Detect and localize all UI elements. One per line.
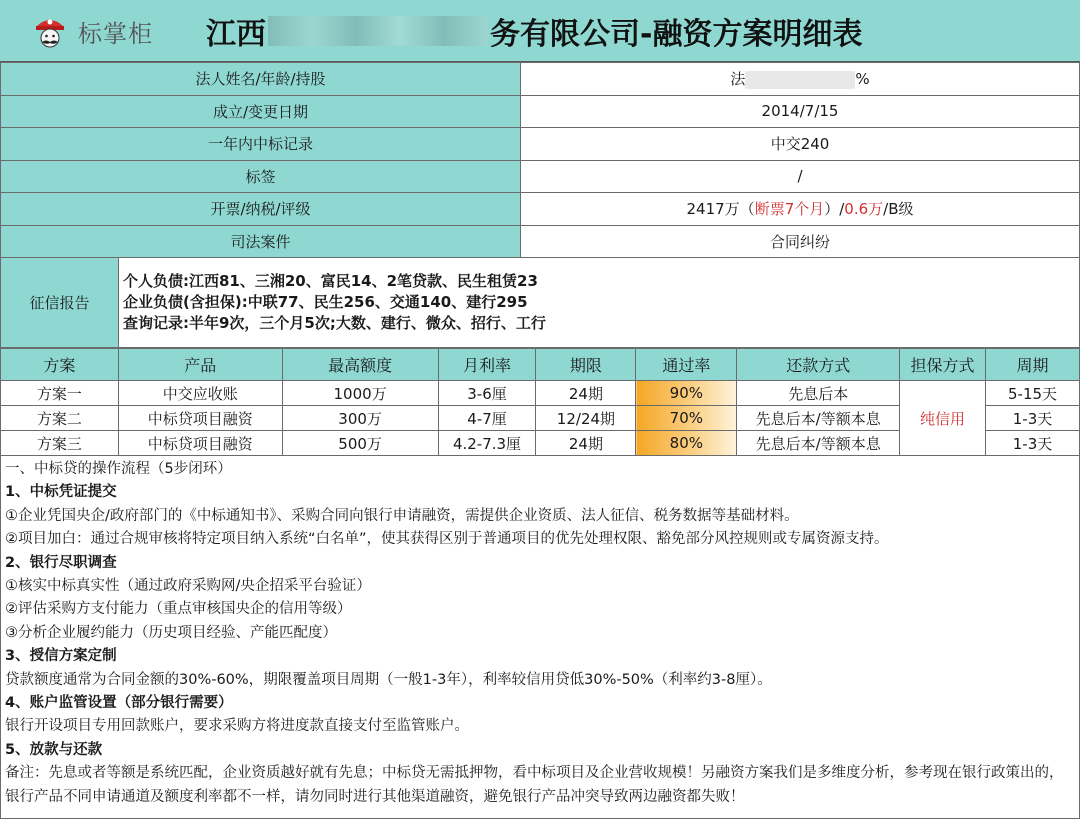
info-value: 中交240 (521, 128, 1080, 161)
plan-cycle: 1-3天 (986, 406, 1080, 431)
redacted-company-name (268, 16, 488, 46)
table-row (1, 381, 1080, 406)
step-detail: 银行开设项目专用回款账户，要求采购方将进度款直接支付至监管账户。 (5, 718, 469, 735)
plan-product: 中交应收账 (118, 381, 282, 406)
info-row-judicial (1, 225, 1080, 258)
column-header: 还款方式 (737, 349, 900, 381)
plans-header-row (1, 349, 1080, 381)
plan-name: 方案一 (1, 381, 119, 406)
plan-rate: 3-6厘 (438, 381, 536, 406)
plan-repay: 先息后本/等额本息 (737, 431, 900, 456)
step-detail: ①企业凭国央企/政府部门的《中标通知书》、采购合同向银行申请融资，需提供企业资质、法人征信、税务数据等基础材料。 (5, 507, 799, 524)
info-row-credit (1, 258, 1080, 348)
info-row-bids (1, 128, 1080, 161)
plan-pass-rate: 70% (636, 406, 737, 431)
plan-amount: 500万 (282, 431, 438, 456)
credit-grade: /B级 (883, 200, 914, 219)
invoice-amount: 2417万（ (686, 200, 755, 219)
info-label: 征信报告 (1, 258, 119, 348)
inquiry-line: 查询记录:半年9次，三个月5次;大数、建行、微众、招行、工行 (123, 314, 546, 332)
info-label: 司法案件 (1, 225, 521, 258)
company-info-table (0, 62, 1080, 348)
invoice-sep: ）/ (824, 200, 845, 219)
logo-text: 标掌柜 (78, 19, 153, 48)
company-debt-line: 企业负债(含担保):中联77、民生256、交通140、建行295 (123, 293, 528, 311)
info-row-established (1, 95, 1080, 128)
info-value: / (521, 160, 1080, 193)
info-label: 成立/变更日期 (1, 95, 521, 128)
step-heading: 4、账户监管设置（部分银行需要） (5, 695, 233, 712)
column-header: 担保方式 (900, 349, 986, 381)
info-value (521, 193, 1080, 226)
process-notes (0, 456, 1080, 819)
tax-amount: 0.6万 (844, 200, 884, 219)
info-label: 开票/纳税/评级 (1, 193, 521, 226)
step-heading: 2、银行尽职调查 (5, 554, 117, 571)
plan-term: 24期 (536, 381, 636, 406)
info-row-invoice (1, 193, 1080, 226)
step-heading: 3、授信方案定制 (5, 648, 117, 665)
notes-intro: 一、中标贷的操作流程（5步闭环） (5, 461, 232, 477)
credit-report-details (119, 258, 1080, 348)
info-value: 2014/7/15 (521, 95, 1080, 128)
column-header: 月利率 (438, 349, 536, 381)
info-label: 一年内中标记录 (1, 128, 521, 161)
plan-product: 中标贷项目融资 (118, 431, 282, 456)
info-label: 标签 (1, 160, 521, 193)
step-detail: ②评估采购方支付能力（重点审核国央企的信用等级） (5, 601, 352, 618)
plan-name: 方案三 (1, 431, 119, 456)
column-header: 周期 (986, 349, 1080, 381)
plan-rate: 4-7厘 (438, 406, 536, 431)
column-header: 方案 (1, 349, 119, 381)
info-label: 法人姓名/年龄/持股 (1, 63, 521, 96)
remarks: 备注：先息或者等额是系统匹配，企业资质越好就有先息；中标贷无需抵押物，看中标项目及企业营收规模！另融资方案我们是多维度分析，参考现在银行政策出的，银行产品不同申请通道及额度利率都不一样，请勿同时进行其他渠道融资，避免银行产品冲突导致两边融资都失败！ (5, 765, 1064, 805)
plan-term: 12/24期 (536, 406, 636, 431)
title-end: 务有限公司-融资方案明细表 (490, 17, 863, 52)
plan-repay: 先息后本/等额本息 (737, 406, 900, 431)
plan-guarantee: 纯信用 (900, 381, 986, 456)
plan-product: 中标贷项目融资 (118, 406, 282, 431)
column-header: 通过率 (636, 349, 737, 381)
column-header: 期限 (536, 349, 636, 381)
info-value: 合同纠纷 (521, 225, 1080, 258)
legal-value-start: 法 (730, 70, 746, 89)
page-title (206, 10, 862, 52)
plan-rate: 4.2-7.3厘 (438, 431, 536, 456)
plan-name: 方案二 (1, 406, 119, 431)
logo (30, 8, 170, 54)
info-value (521, 63, 1080, 96)
step-heading: 1、中标凭证提交 (5, 484, 117, 501)
plan-pass-rate: 90% (636, 381, 737, 406)
personal-debt-line: 个人负债:江西81、三湘20、富民14、2笔贷款、民生租赁23 (123, 272, 538, 290)
info-row-tags (1, 160, 1080, 193)
step-detail: ①核实中标真实性（通过政府采购网/央企招采平台验证） (5, 578, 371, 595)
legal-value-end: % (855, 70, 870, 89)
plan-amount: 300万 (282, 406, 438, 431)
plan-term: 24期 (536, 431, 636, 456)
plan-pass-rate: 80% (636, 431, 737, 456)
invoice-break: 断票7个月 (754, 200, 825, 219)
step-detail: ②项目加白：通过合规审核将特定项目纳入系统“白名单”，使其获得区别于普通项目的优先处理权限、豁免部分风控规则或专属资源支持。 (5, 531, 889, 548)
mascot-logo-icon (30, 11, 70, 51)
header-bar (0, 0, 1080, 62)
column-header: 产品 (118, 349, 282, 381)
step-detail: ③分析企业履约能力（历史项目经验、产能匹配度） (5, 624, 337, 641)
info-row-legal (1, 63, 1080, 96)
step-heading: 5、放款与还款 (5, 741, 103, 758)
step-detail: 贷款额度通常为合同金额的30%-60%，期限覆盖项目周期（一般1-3年），利率较信用贷低30%-50%（利率约3-8厘）。 (5, 671, 772, 688)
plan-amount: 1000万 (282, 381, 438, 406)
plan-cycle: 1-3天 (986, 431, 1080, 456)
plan-repay: 先息后本 (737, 381, 900, 406)
title-start: 江西 (206, 17, 266, 52)
plan-cycle: 5-15天 (986, 381, 1080, 406)
plans-table (0, 348, 1080, 456)
column-header: 最高额度 (282, 349, 438, 381)
redacted-legal-info (745, 71, 855, 89)
